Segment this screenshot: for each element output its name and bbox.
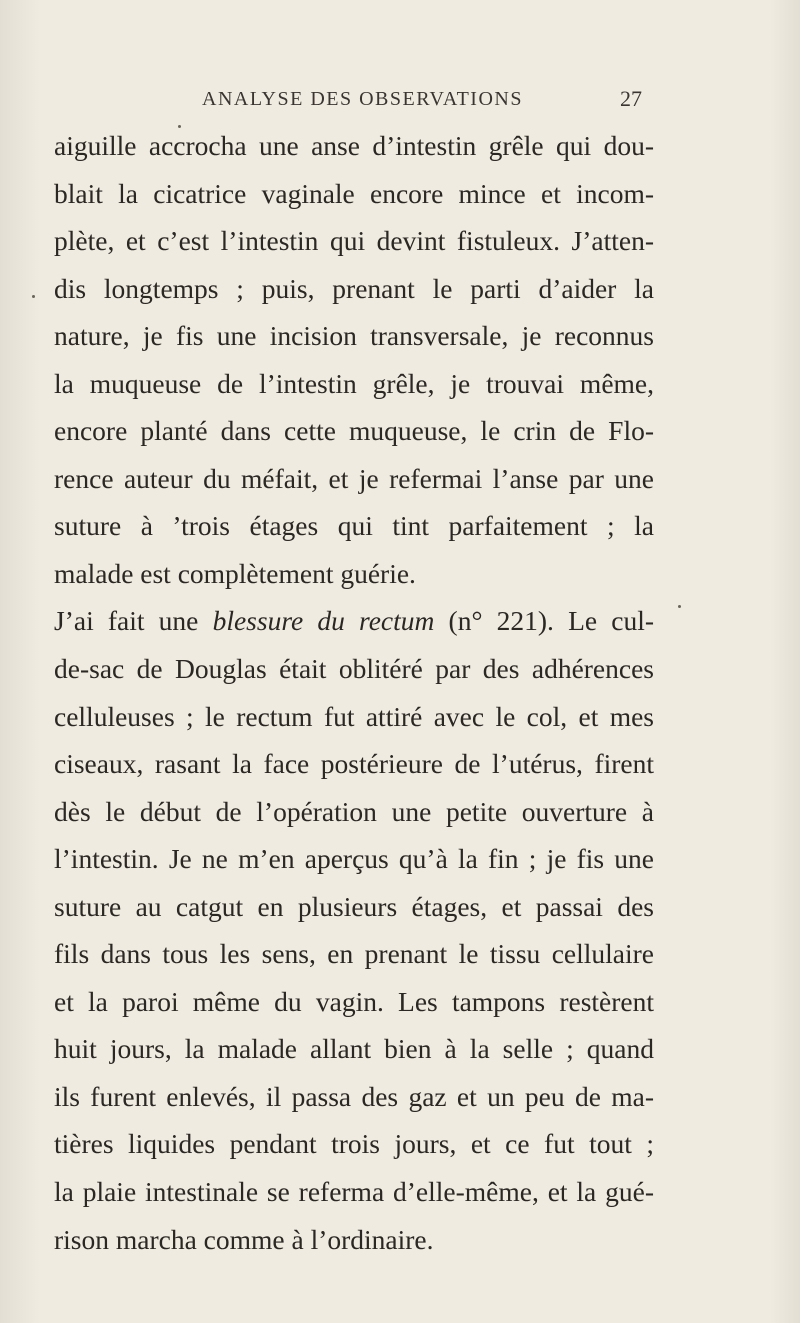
text-line: plète, et c’est l’intestin qui devint fistuleux. J’atten- [54,225,654,257]
text-segment: (n° 221). Le cul- [434,605,655,637]
running-title: ANALYSE DES OBSERVATIONS [202,88,523,110]
text-line: nature, je fis une incision transversale, je reconnus [54,320,654,352]
page-number: 27 [620,86,642,111]
text-line: fils dans tous les sens, en prenant le tissu cellulaire [54,938,654,970]
text-line: huit jours, la malade allant bien à la selle ; quand [54,1033,654,1065]
text-line: ciseaux, rasant la face postérieure de l’utérus, firent [54,748,654,780]
print-speck [178,125,181,128]
text-line: tières liquides pendant trois jours, et ce fut tout ; [54,1128,654,1160]
print-speck [32,295,35,298]
text-line: malade est complètement guérie. [54,557,416,589]
text-line: aiguille accrocha une anse d’intestin grêle qui dou- [54,130,654,161]
text-line: ils furent enlevés, il passa des gaz et un peu de ma- [54,1080,654,1112]
text-line: dès le début de l’opération une petite ouverture à [54,795,654,827]
running-head [0,86,800,116]
text-line: de-sac de Douglas était oblitéré par des adhérences [54,653,654,685]
body-text [54,122,654,1263]
text-line: encore planté dans cette muqueuse, le crin de Flo- [54,415,654,447]
text-line: et la paroi même du vagin. Les tampons restèrent [54,985,654,1017]
text-line: blait la cicatrice vaginale encore mince et incom- [54,177,654,209]
text-line: suture au catgut en plusieurs étages, et passai des [54,890,654,922]
text-line: rison marcha comme à l’ordinaire. [54,1223,434,1255]
text-line: l’intestin. Je ne m’en aperçus qu’à la fin ; je fis une [54,843,654,875]
text-line: celluleuses ; le rectum fut attiré avec le col, et mes [54,700,654,732]
text-line-with-italic [54,597,654,645]
text-line: la plaie intestinale se referma d’elle-même, et la gué- [54,1176,654,1208]
text-line: la muqueuse de l’intestin grêle, je trouvai même, [54,367,654,399]
text-segment: J’ai fait une [54,605,213,637]
text-line: rence auteur du méfait, et je refermai l’anse par une [54,462,654,494]
text-line: suture à ’trois étages qui tint parfaitement ; la [54,510,654,542]
print-speck [678,605,681,608]
italic-phrase: blessure du rectum [212,605,435,637]
text-line: dis longtemps ; puis, prenant le parti d’aider la [54,272,654,304]
